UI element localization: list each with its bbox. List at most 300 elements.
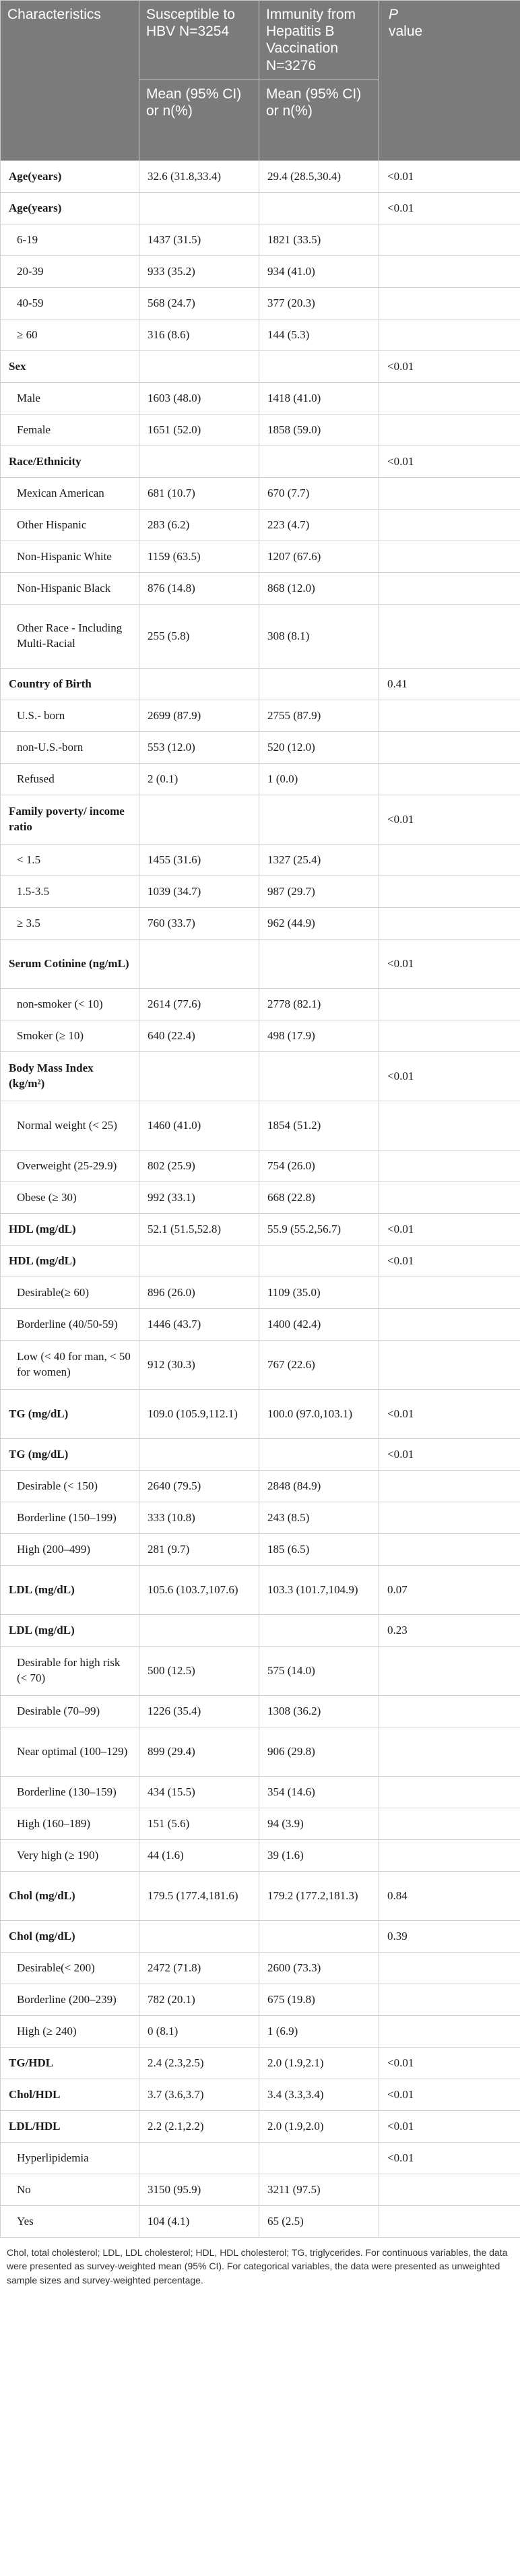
row-label: 40-59 xyxy=(1,288,139,319)
p-value xyxy=(379,256,520,288)
immunity-value: 103.3 (101.7,104.9) xyxy=(259,1566,379,1615)
row-label: 6-19 xyxy=(1,224,139,256)
table-row xyxy=(1,1502,520,1534)
susceptible-value: 681 (10.7) xyxy=(139,478,259,510)
immunity-value: 308 (8.1) xyxy=(259,605,379,669)
immunity-value: 575 (14.0) xyxy=(259,1647,379,1696)
table-row xyxy=(1,1647,520,1696)
row-label: Chol/HDL xyxy=(1,2079,139,2111)
table-row xyxy=(1,193,520,224)
immunity-value: 2778 (82.1) xyxy=(259,989,379,1020)
p-value: <0.01 xyxy=(379,1439,520,1471)
susceptible-value: 896 (26.0) xyxy=(139,1277,259,1309)
p-value xyxy=(379,1727,520,1777)
p-value: 0.39 xyxy=(379,1921,520,1953)
table-row xyxy=(1,1777,520,1808)
susceptible-value xyxy=(139,1246,259,1277)
table-row xyxy=(1,989,520,1020)
p-value xyxy=(379,605,520,669)
immunity-value: 2600 (73.3) xyxy=(259,1953,379,1984)
p-value xyxy=(379,510,520,541)
p-value: <0.01 xyxy=(379,193,520,224)
susceptible-value: 553 (12.0) xyxy=(139,732,259,764)
immunity-value xyxy=(259,940,379,989)
immunity-value: 754 (26.0) xyxy=(259,1151,379,1182)
table-row xyxy=(1,2048,520,2079)
row-label: LDL/HDL xyxy=(1,2111,139,2143)
table-row xyxy=(1,573,520,605)
susceptible-value: 500 (12.5) xyxy=(139,1647,259,1696)
header-value-word: value xyxy=(389,24,423,40)
row-label: Country of Birth xyxy=(1,669,139,700)
row-label: Non-Hispanic Black xyxy=(1,573,139,605)
susceptible-value: 434 (15.5) xyxy=(139,1777,259,1808)
susceptible-value: 992 (33.1) xyxy=(139,1182,259,1214)
row-label: Normal weight (< 25) xyxy=(1,1101,139,1151)
header-p-letter: P xyxy=(389,7,399,22)
subheader-immunity: Mean (95% CI) or n(%) xyxy=(259,80,379,161)
table-row xyxy=(1,876,520,908)
row-label: Female xyxy=(1,415,139,446)
table-row xyxy=(1,1921,520,1953)
susceptible-value: 109.0 (105.9,112.1) xyxy=(139,1390,259,1439)
table-row xyxy=(1,669,520,700)
susceptible-value xyxy=(139,669,259,700)
table-row xyxy=(1,541,520,573)
row-label: Sex xyxy=(1,351,139,383)
p-value xyxy=(379,1020,520,1052)
row-label: High (200–499) xyxy=(1,1534,139,1566)
immunity-value: 906 (29.8) xyxy=(259,1727,379,1777)
susceptible-value xyxy=(139,1921,259,1953)
immunity-value: 2.0 (1.9,2.1) xyxy=(259,2048,379,2079)
table-row xyxy=(1,732,520,764)
table-row xyxy=(1,1727,520,1777)
table-row xyxy=(1,1696,520,1727)
immunity-value: 962 (44.9) xyxy=(259,908,379,940)
row-label: LDL (mg/dL) xyxy=(1,1615,139,1647)
p-value xyxy=(379,1647,520,1696)
table-row xyxy=(1,446,520,478)
row-label: TG/HDL xyxy=(1,2048,139,2079)
row-label: Age(years) xyxy=(1,161,139,193)
table-row xyxy=(1,1151,520,1182)
table-row xyxy=(1,1020,520,1052)
row-label: Low (< 40 for man, < 50 for women) xyxy=(1,1341,139,1390)
p-value xyxy=(379,1471,520,1502)
immunity-value xyxy=(259,1052,379,1101)
table-row xyxy=(1,351,520,383)
immunity-value xyxy=(259,1439,379,1471)
susceptible-value: 105.6 (103.7,107.6) xyxy=(139,1566,259,1615)
row-label: Desirable for high risk (< 70) xyxy=(1,1647,139,1696)
p-value: 0.23 xyxy=(379,1615,520,1647)
susceptible-value: 1460 (41.0) xyxy=(139,1101,259,1151)
immunity-value: 100.0 (97.0,103.1) xyxy=(259,1390,379,1439)
row-label: Other Hispanic xyxy=(1,510,139,541)
row-label: TG (mg/dL) xyxy=(1,1439,139,1471)
susceptible-value: 1039 (34.7) xyxy=(139,876,259,908)
row-label: Desirable(< 200) xyxy=(1,1953,139,1984)
row-label: Race/Ethnicity xyxy=(1,446,139,478)
p-value xyxy=(379,478,520,510)
immunity-value: 1308 (36.2) xyxy=(259,1696,379,1727)
p-value: 0.07 xyxy=(379,1566,520,1615)
susceptible-value: 1603 (48.0) xyxy=(139,383,259,415)
immunity-value: 1207 (67.6) xyxy=(259,541,379,573)
susceptible-value: 2.2 (2.1,2.2) xyxy=(139,2111,259,2143)
immunity-value: 179.2 (177.2,181.3) xyxy=(259,1872,379,1921)
table-row xyxy=(1,1471,520,1502)
susceptible-value: 281 (9.7) xyxy=(139,1534,259,1566)
table-row xyxy=(1,1390,520,1439)
susceptible-value xyxy=(139,2143,259,2174)
p-value xyxy=(379,1534,520,1566)
row-label: Borderline (150–199) xyxy=(1,1502,139,1534)
susceptible-value: 1446 (43.7) xyxy=(139,1309,259,1341)
immunity-value: 2.0 (1.9,2.0) xyxy=(259,2111,379,2143)
susceptible-value: 782 (20.1) xyxy=(139,1984,259,2016)
row-label: Borderline (200–239) xyxy=(1,1984,139,2016)
table-row xyxy=(1,1615,520,1647)
row-label: Refused xyxy=(1,764,139,795)
row-label: Borderline (40/50-59) xyxy=(1,1309,139,1341)
immunity-value: 868 (12.0) xyxy=(259,573,379,605)
immunity-value: 2755 (87.9) xyxy=(259,700,379,732)
table-row xyxy=(1,1341,520,1390)
p-value xyxy=(379,383,520,415)
row-label: HDL (mg/dL) xyxy=(1,1246,139,1277)
immunity-value: 223 (4.7) xyxy=(259,510,379,541)
immunity-value: 1400 (42.4) xyxy=(259,1309,379,1341)
p-value: <0.01 xyxy=(379,940,520,989)
susceptible-value: 179.5 (177.4,181.6) xyxy=(139,1872,259,1921)
table-row xyxy=(1,383,520,415)
row-label: Serum Cotinine (ng/mL) xyxy=(1,940,139,989)
susceptible-value: 1226 (35.4) xyxy=(139,1696,259,1727)
susceptible-value: 52.1 (51.5,52.8) xyxy=(139,1214,259,1246)
row-label: Age(years) xyxy=(1,193,139,224)
row-label: Desirable (70–99) xyxy=(1,1696,139,1727)
susceptible-value: 0 (8.1) xyxy=(139,2016,259,2048)
p-value: <0.01 xyxy=(379,2111,520,2143)
susceptible-value: 2640 (79.5) xyxy=(139,1471,259,1502)
immunity-value: 1821 (33.5) xyxy=(259,224,379,256)
susceptible-value: 283 (6.2) xyxy=(139,510,259,541)
p-value xyxy=(379,876,520,908)
p-value: <0.01 xyxy=(379,351,520,383)
susceptible-value: 104 (4.1) xyxy=(139,2206,259,2238)
susceptible-value xyxy=(139,1052,259,1101)
susceptible-value: 1455 (31.6) xyxy=(139,845,259,876)
table-row xyxy=(1,510,520,541)
p-value xyxy=(379,319,520,351)
row-label: Borderline (130–159) xyxy=(1,1777,139,1808)
p-value: <0.01 xyxy=(379,1246,520,1277)
table-row xyxy=(1,2143,520,2174)
susceptible-value: 151 (5.6) xyxy=(139,1808,259,1840)
p-value xyxy=(379,1277,520,1309)
immunity-value: 3.4 (3.3,3.4) xyxy=(259,2079,379,2111)
p-value: <0.01 xyxy=(379,1390,520,1439)
p-value xyxy=(379,1341,520,1390)
row-label: No xyxy=(1,2174,139,2206)
susceptible-value: 255 (5.8) xyxy=(139,605,259,669)
table-row xyxy=(1,256,520,288)
header-p-value xyxy=(379,1,520,161)
immunity-value: 1418 (41.0) xyxy=(259,383,379,415)
p-value xyxy=(379,1309,520,1341)
table-footnote: Chol, total cholesterol; LDL, LDL cholesterol; HDL, HDL cholesterol; TG, triglycerides. For continuous variables, the data were presented as survey-weighted mean (95% CI). For categorical variables, the data were presented as unweighted sample sizes and survey-weighted percentage. xyxy=(7,2247,508,2286)
table-row xyxy=(1,2111,520,2143)
p-value xyxy=(379,2016,520,2048)
row-label: TG (mg/dL) xyxy=(1,1390,139,1439)
p-value: <0.01 xyxy=(379,1214,520,1246)
table-row xyxy=(1,319,520,351)
row-label: Non-Hispanic White xyxy=(1,541,139,573)
header-susceptible: Susceptible to HBV N=3254 xyxy=(139,1,259,80)
row-label: non-smoker (< 10) xyxy=(1,989,139,1020)
p-value: <0.01 xyxy=(379,446,520,478)
susceptible-value: 2614 (77.6) xyxy=(139,989,259,1020)
row-label: Near optimal (100–129) xyxy=(1,1727,139,1777)
p-value xyxy=(379,908,520,940)
row-label: ≥ 3.5 xyxy=(1,908,139,940)
p-value xyxy=(379,1808,520,1840)
immunity-value xyxy=(259,795,379,845)
immunity-value: 1 (6.9) xyxy=(259,2016,379,2048)
p-value: <0.01 xyxy=(379,1052,520,1101)
immunity-value xyxy=(259,193,379,224)
row-label: Desirable(≥ 60) xyxy=(1,1277,139,1309)
immunity-value xyxy=(259,351,379,383)
row-label: non-U.S.-born xyxy=(1,732,139,764)
immunity-value: 3211 (97.5) xyxy=(259,2174,379,2206)
immunity-value: 1109 (35.0) xyxy=(259,1277,379,1309)
immunity-value xyxy=(259,669,379,700)
p-value xyxy=(379,541,520,573)
immunity-value: 2848 (84.9) xyxy=(259,1471,379,1502)
table-row xyxy=(1,2206,520,2238)
immunity-value: 1854 (51.2) xyxy=(259,1101,379,1151)
susceptible-value xyxy=(139,795,259,845)
susceptible-value: 32.6 (31.8,33.4) xyxy=(139,161,259,193)
immunity-value: 675 (19.8) xyxy=(259,1984,379,2016)
susceptible-value: 1159 (63.5) xyxy=(139,541,259,573)
p-value xyxy=(379,1696,520,1727)
table-row xyxy=(1,1182,520,1214)
immunity-value: 29.4 (28.5,30.4) xyxy=(259,161,379,193)
row-label: Desirable (< 150) xyxy=(1,1471,139,1502)
table-row xyxy=(1,1953,520,1984)
susceptible-value: 3150 (95.9) xyxy=(139,2174,259,2206)
table-row xyxy=(1,1309,520,1341)
susceptible-value: 760 (33.7) xyxy=(139,908,259,940)
row-label: High (≥ 240) xyxy=(1,2016,139,2048)
row-label: Overweight (25-29.9) xyxy=(1,1151,139,1182)
p-value xyxy=(379,1502,520,1534)
p-value xyxy=(379,415,520,446)
susceptible-value xyxy=(139,940,259,989)
susceptible-value: 1651 (52.0) xyxy=(139,415,259,446)
p-value: <0.01 xyxy=(379,161,520,193)
p-value xyxy=(379,2174,520,2206)
table-row xyxy=(1,478,520,510)
p-value xyxy=(379,1840,520,1872)
row-label: Other Race - Including Multi-Racial xyxy=(1,605,139,669)
p-value xyxy=(379,1151,520,1182)
table-row xyxy=(1,288,520,319)
immunity-value: 65 (2.5) xyxy=(259,2206,379,2238)
susceptible-value xyxy=(139,351,259,383)
p-value: <0.01 xyxy=(379,2048,520,2079)
susceptible-value: 933 (35.2) xyxy=(139,256,259,288)
immunity-value xyxy=(259,1921,379,1953)
immunity-value: 144 (5.3) xyxy=(259,319,379,351)
p-value xyxy=(379,1182,520,1214)
p-value: <0.01 xyxy=(379,795,520,845)
row-label: Obese (≥ 30) xyxy=(1,1182,139,1214)
susceptible-value: 2699 (87.9) xyxy=(139,700,259,732)
susceptible-value: 44 (1.6) xyxy=(139,1840,259,1872)
p-value xyxy=(379,732,520,764)
table-row xyxy=(1,1246,520,1277)
header-immunity: Immunity from Hepatitis B Vaccination N=3276 xyxy=(259,1,379,80)
susceptible-value xyxy=(139,1615,259,1647)
table-row xyxy=(1,1566,520,1615)
row-label: Hyperlipidemia xyxy=(1,2143,139,2174)
p-value xyxy=(379,573,520,605)
susceptible-value xyxy=(139,1439,259,1471)
p-value xyxy=(379,1101,520,1151)
table-row xyxy=(1,940,520,989)
row-label: U.S.- born xyxy=(1,700,139,732)
table-row xyxy=(1,1872,520,1921)
row-label: Family poverty/ income ratio xyxy=(1,795,139,845)
p-value: <0.01 xyxy=(379,2143,520,2174)
table-row xyxy=(1,161,520,193)
immunity-value xyxy=(259,446,379,478)
row-label: Body Mass Index (kg/m²) xyxy=(1,1052,139,1101)
row-label: Male xyxy=(1,383,139,415)
table-row xyxy=(1,1439,520,1471)
p-value: <0.01 xyxy=(379,2079,520,2111)
table-body xyxy=(1,161,520,2238)
susceptible-value xyxy=(139,193,259,224)
row-label: 20-39 xyxy=(1,256,139,288)
p-value xyxy=(379,1984,520,2016)
table-row xyxy=(1,1277,520,1309)
table-row xyxy=(1,605,520,669)
table-row xyxy=(1,1214,520,1246)
susceptible-value: 2 (0.1) xyxy=(139,764,259,795)
table-row xyxy=(1,2016,520,2048)
table-row xyxy=(1,1840,520,1872)
susceptible-value: 3.7 (3.6,3.7) xyxy=(139,2079,259,2111)
p-value: 0.41 xyxy=(379,669,520,700)
table-row xyxy=(1,1534,520,1566)
row-label: 1.5-3.5 xyxy=(1,876,139,908)
p-value xyxy=(379,700,520,732)
table-row xyxy=(1,700,520,732)
immunity-value: 498 (17.9) xyxy=(259,1020,379,1052)
immunity-value: 377 (20.3) xyxy=(259,288,379,319)
immunity-value: 39 (1.6) xyxy=(259,1840,379,1872)
p-value: 0.84 xyxy=(379,1872,520,1921)
susceptible-value: 333 (10.8) xyxy=(139,1502,259,1534)
row-label: High (160–189) xyxy=(1,1808,139,1840)
immunity-value xyxy=(259,1246,379,1277)
p-value xyxy=(379,764,520,795)
row-label: Chol (mg/dL) xyxy=(1,1921,139,1953)
table-row xyxy=(1,415,520,446)
row-label: ≥ 60 xyxy=(1,319,139,351)
immunity-value: 94 (3.9) xyxy=(259,1808,379,1840)
row-label: Smoker (≥ 10) xyxy=(1,1020,139,1052)
p-value xyxy=(379,845,520,876)
p-value xyxy=(379,288,520,319)
table-row xyxy=(1,224,520,256)
susceptible-value: 899 (29.4) xyxy=(139,1727,259,1777)
p-value xyxy=(379,224,520,256)
table-row xyxy=(1,1052,520,1101)
table-row xyxy=(1,795,520,845)
table-row xyxy=(1,2174,520,2206)
immunity-value: 1858 (59.0) xyxy=(259,415,379,446)
susceptible-value: 640 (22.4) xyxy=(139,1020,259,1052)
immunity-value xyxy=(259,1615,379,1647)
table-row xyxy=(1,908,520,940)
row-label: Yes xyxy=(1,2206,139,2238)
row-label: Chol (mg/dL) xyxy=(1,1872,139,1921)
susceptible-value: 2.4 (2.3,2.5) xyxy=(139,2048,259,2079)
immunity-value: 1327 (25.4) xyxy=(259,845,379,876)
row-label: Very high (≥ 190) xyxy=(1,1840,139,1872)
immunity-value: 668 (22.8) xyxy=(259,1182,379,1214)
table-row xyxy=(1,1808,520,1840)
immunity-value: 243 (8.5) xyxy=(259,1502,379,1534)
table-row xyxy=(1,2079,520,2111)
immunity-value: 767 (22.6) xyxy=(259,1341,379,1390)
susceptible-value: 316 (8.6) xyxy=(139,319,259,351)
header-characteristics: Characteristics xyxy=(1,1,139,161)
susceptible-value: 1437 (31.5) xyxy=(139,224,259,256)
p-value xyxy=(379,989,520,1020)
row-label: HDL (mg/dL) xyxy=(1,1214,139,1246)
p-value xyxy=(379,1777,520,1808)
immunity-value: 520 (12.0) xyxy=(259,732,379,764)
p-value xyxy=(379,2206,520,2238)
susceptible-value xyxy=(139,446,259,478)
immunity-value: 1 (0.0) xyxy=(259,764,379,795)
susceptible-value: 912 (30.3) xyxy=(139,1341,259,1390)
immunity-value: 670 (7.7) xyxy=(259,478,379,510)
immunity-value: 55.9 (55.2,56.7) xyxy=(259,1214,379,1246)
immunity-value: 934 (41.0) xyxy=(259,256,379,288)
table-row xyxy=(1,1101,520,1151)
row-label: Mexican American xyxy=(1,478,139,510)
immunity-value: 185 (6.5) xyxy=(259,1534,379,1566)
p-value xyxy=(379,1953,520,1984)
susceptible-value: 802 (25.9) xyxy=(139,1151,259,1182)
susceptible-value: 568 (24.7) xyxy=(139,288,259,319)
table-row xyxy=(1,845,520,876)
table-row xyxy=(1,764,520,795)
subheader-susceptible: Mean (95% CI) or n(%) xyxy=(139,80,259,161)
susceptible-value: 876 (14.8) xyxy=(139,573,259,605)
immunity-value xyxy=(259,2143,379,2174)
row-label: < 1.5 xyxy=(1,845,139,876)
